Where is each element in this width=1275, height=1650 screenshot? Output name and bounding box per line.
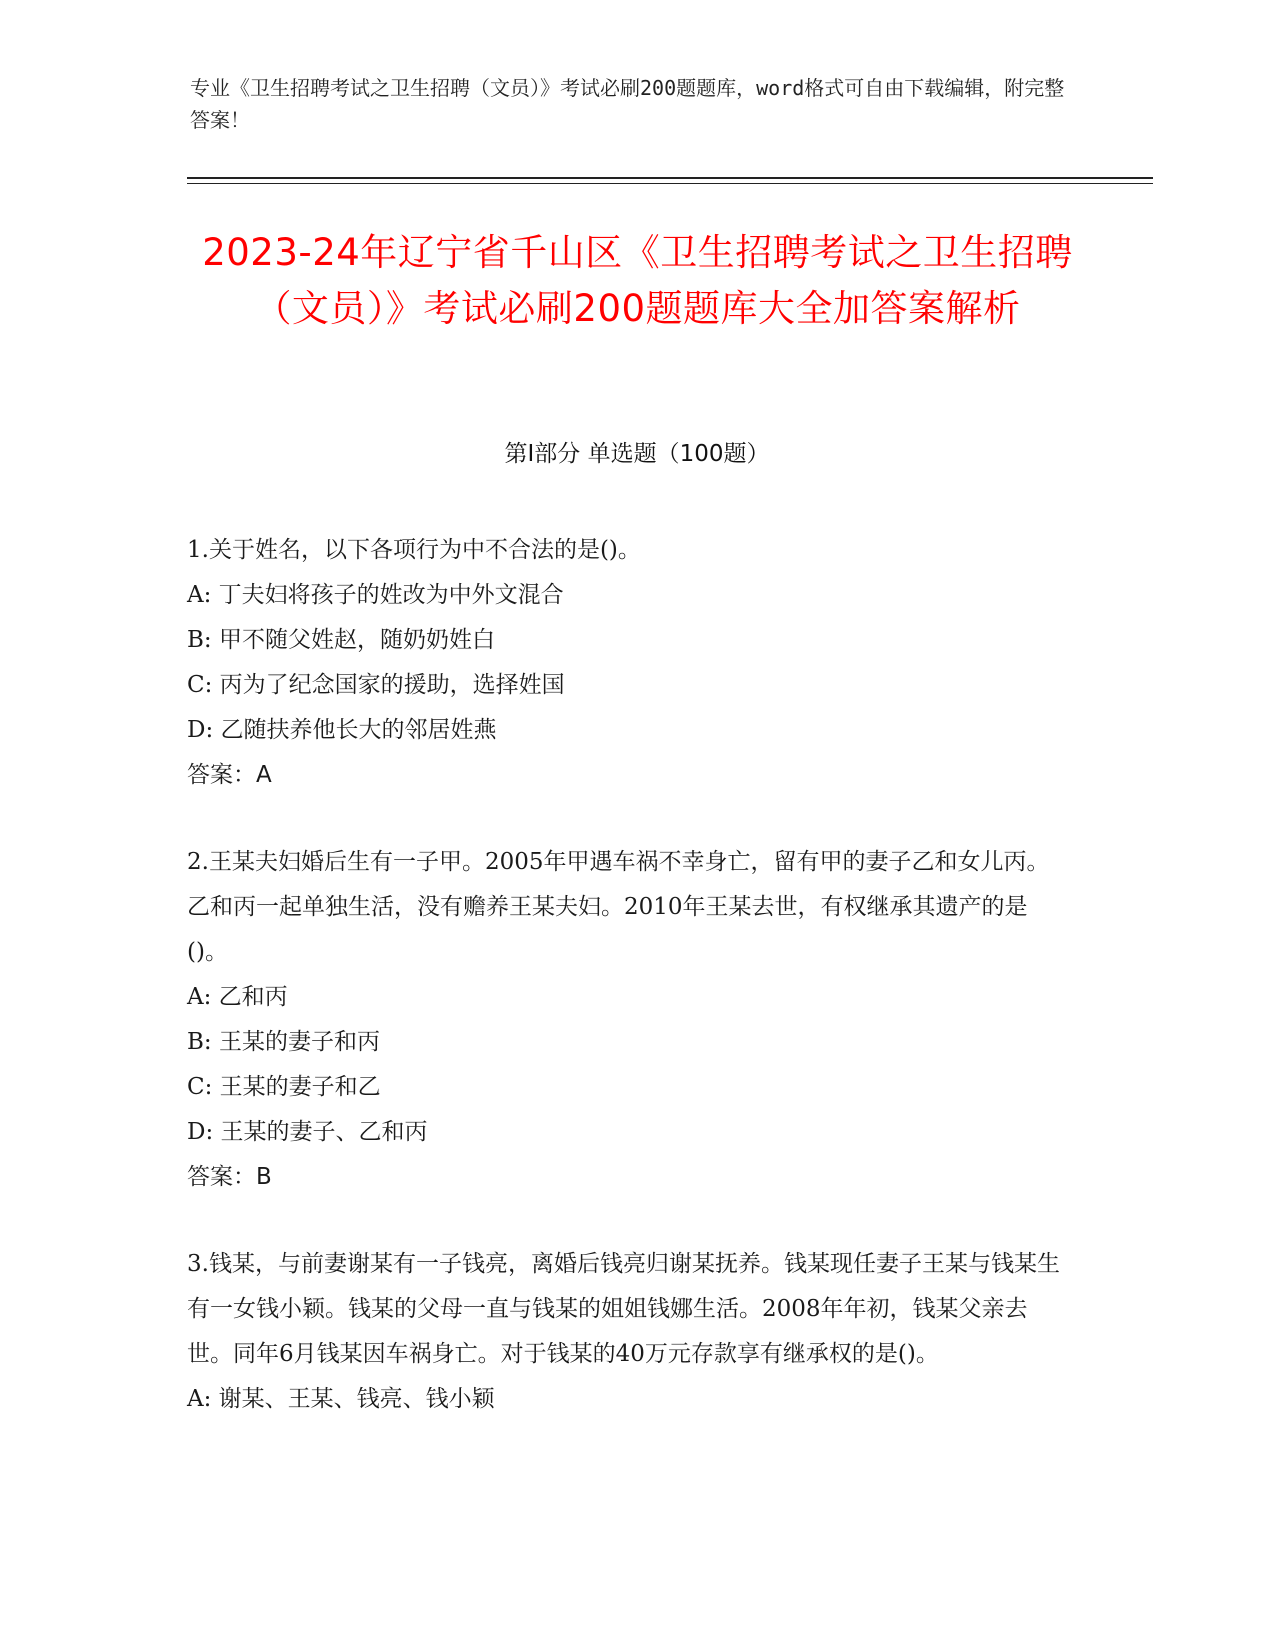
option-b: B: 王某的妻子和丙 [187,1029,380,1055]
option-c: C: 丙为了纪念国家的援助，选择姓国 [187,672,565,698]
option-a: A: 乙和丙 [187,984,288,1010]
header-note: 专业《卫生招聘考试之卫生招聘（文员）》考试必刷200题题库，word格式可自由下载编辑，附完整答案！ [190,76,1065,132]
answer-text: 答案：A [187,762,272,788]
option-d: D: 乙随扶养他长大的邻居姓燕 [187,717,497,743]
header-divider-thin [187,183,1153,184]
question-list [187,528,1067,1464]
question-stem: 1.关于姓名，以下各项行为中不合法的是()。 [187,537,641,563]
question-stem: 3.钱某，与前妻谢某有一子钱亮，离婚后钱亮归谢某抚养。钱某现任妻子王某与钱某生有一女钱小颖。钱某的父母一直与钱某的姐姐钱娜生活。2008年年初，钱某父亲去世。同年6月钱某因车祸身亡。对于钱某的40万元存款享有继承权的是()。 [187,1251,1060,1367]
option-b: B: 甲不随父姓赵，随奶奶姓白 [187,627,495,653]
option-c: C: 王某的妻子和乙 [187,1074,381,1100]
question-1 [187,528,1067,798]
option-a: A: 谢某、王某、钱亮、钱小颖 [187,1386,495,1412]
question-stem: 2.王某夫妇婚后生有一子甲。2005年甲遇车祸不幸身亡，留有甲的妻子乙和女儿丙。乙和丙一起单独生活，没有赡养王某夫妇。2010年王某去世，有权继承其遗产的是()。 [187,849,1050,965]
option-a: A: 丁夫妇将孩子的姓改为中外文混合 [187,582,564,608]
answer-text: 答案：B [187,1164,272,1190]
document-title: 2023-24年辽宁省千山区《卫生招聘考试之卫生招聘（文员）》考试必刷200题题库大全加答案解析 [202,231,1073,330]
question-2 [187,840,1067,1200]
section-heading: 第Ⅰ部分 单选题（100题） [504,441,770,467]
option-d: D: 王某的妻子、乙和丙 [187,1119,428,1145]
question-3 [187,1242,1067,1422]
header-divider-thick [187,177,1153,179]
